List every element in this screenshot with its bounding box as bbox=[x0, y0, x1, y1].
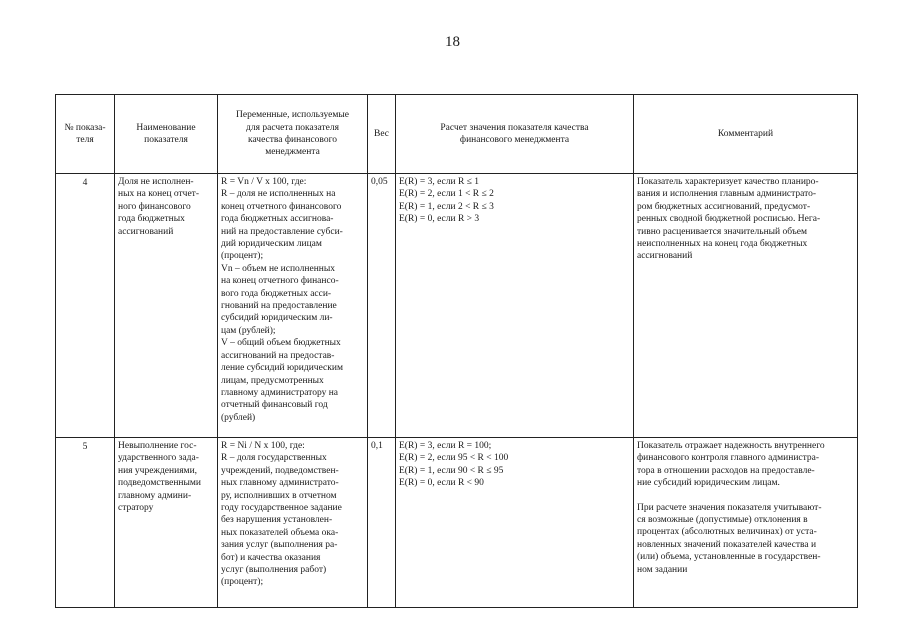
row-number: 5 bbox=[56, 438, 115, 608]
text-line: ных на конец отчет- bbox=[118, 189, 199, 200]
text-line: E(R) = 1, если 2 < R ≤ 3 bbox=[399, 201, 494, 212]
text-line: цам (рублей); bbox=[221, 325, 276, 336]
text-line: ных показателей объема ока- bbox=[221, 527, 339, 538]
indicator-weight: 0,05 bbox=[368, 174, 396, 438]
text-line: учреждений, подведомствен- bbox=[221, 465, 339, 476]
text-line: ние субсидий юридическим лицам. bbox=[637, 478, 780, 489]
text-line: R = Vn / V x 100, где: bbox=[221, 177, 307, 187]
text-line: ассигнований bbox=[637, 251, 693, 262]
text-line: ударственного зада- bbox=[118, 453, 199, 464]
text-line: Наименование bbox=[136, 122, 196, 133]
text-line: Невыполнение гос- bbox=[118, 441, 197, 451]
text-line: ся возможные (допустимые) отклонения в bbox=[637, 515, 808, 526]
text-line: V – общий объем бюджетных bbox=[221, 338, 341, 349]
text-line: E(R) = 2, если 1 < R ≤ 2 bbox=[399, 189, 494, 200]
text-line: ление субсидий юридическим bbox=[221, 363, 343, 374]
text-line: Вес bbox=[373, 128, 389, 139]
text-line: ния учреждениями, bbox=[118, 465, 198, 476]
text-line: Доля не исполнен- bbox=[118, 177, 194, 187]
text-line: Расчет значения показателя качества bbox=[440, 122, 589, 133]
text-line: новленных значений показателей качества и bbox=[637, 539, 817, 550]
text-line: E(R) = 0, если R > 3 bbox=[399, 214, 480, 225]
text-line: E(R) = 3, если R = 100; bbox=[399, 441, 492, 451]
text-line: Переменные, используемые bbox=[236, 110, 349, 121]
text-line: ру, исполнивших в отчетном bbox=[221, 490, 337, 501]
text-line: году государственное задание bbox=[221, 503, 342, 514]
indicator-name bbox=[115, 438, 218, 608]
row-number: 4 bbox=[56, 174, 115, 438]
text-line: дий юридическим лицам bbox=[221, 239, 322, 250]
table-header-row bbox=[56, 95, 858, 174]
text-line: неисполненных на конец года бюджетных bbox=[637, 239, 808, 250]
text-line: подведомственными bbox=[118, 478, 201, 489]
text-line: зания услуг (выполнения ра- bbox=[221, 540, 338, 551]
text-line: вания и исполнения главным администрато- bbox=[637, 189, 817, 200]
text-line: менеджмента bbox=[265, 147, 320, 158]
text-line: тора в отношении расходов на предоставле- bbox=[637, 465, 815, 476]
indicator-calculation bbox=[396, 174, 634, 438]
text-line: (рублей) bbox=[221, 412, 256, 423]
text-line: (процент); bbox=[221, 577, 264, 588]
text-line: года бюджетных ассигнова- bbox=[221, 214, 334, 225]
table-row bbox=[56, 438, 858, 608]
text-line: Показатель отражает надежность внутреннего bbox=[637, 441, 825, 451]
header-weight bbox=[368, 95, 396, 174]
indicator-comment bbox=[634, 174, 858, 438]
indicator-calculation bbox=[396, 438, 634, 608]
text-line: стратору bbox=[118, 503, 154, 514]
text-line: главному администратору на bbox=[221, 387, 338, 398]
text-line: отчетный финансовый год bbox=[221, 400, 328, 411]
table-row bbox=[56, 174, 858, 438]
text-line: года бюджетных bbox=[118, 214, 185, 225]
text-line: вого года бюджетных асси- bbox=[221, 288, 332, 299]
header-variables bbox=[218, 95, 368, 174]
text-line: тивно расценивается значительный объем bbox=[637, 226, 807, 237]
text-line: E(R) = 1, если 90 < R ≤ 95 bbox=[399, 465, 504, 476]
text-line: главному админи- bbox=[118, 490, 192, 501]
text-line: (или) объема, установленные в государствен- bbox=[637, 552, 821, 563]
text-line: ном задании bbox=[637, 564, 688, 575]
text-line: При расчете значения показателя учитывают- bbox=[637, 502, 822, 513]
text-line: финансового контроля главного администра- bbox=[637, 453, 820, 464]
text-line: ренных сводной бюджетной росписью. Нега- bbox=[637, 214, 821, 225]
paragraph-gap bbox=[637, 490, 854, 502]
text-line: R = Ni / N x 100, где: bbox=[221, 441, 305, 451]
text-line: № показа- bbox=[64, 122, 106, 133]
text-line: показателя bbox=[144, 135, 188, 145]
indicator-name bbox=[115, 174, 218, 438]
indicator-variables bbox=[218, 438, 368, 608]
text-line: ассигнований на предостав- bbox=[221, 350, 335, 361]
header-calculation bbox=[396, 95, 634, 174]
page-number: 18 bbox=[445, 34, 460, 50]
text-line: (процент); bbox=[221, 251, 264, 262]
text-line: финансового менеджмента bbox=[459, 135, 570, 145]
text-line: на конец отчетного финансо- bbox=[221, 276, 339, 287]
text-line: процентах (абсолютных величинах) от уста- bbox=[637, 527, 817, 538]
text-line: без нарушения установлен- bbox=[221, 515, 333, 526]
text-line: E(R) = 0, если R < 90 bbox=[399, 478, 484, 489]
text-line: R – доля государственных bbox=[221, 453, 327, 464]
text-line: ний на предоставление субси- bbox=[221, 226, 343, 237]
text-line: E(R) = 3, если R ≤ 1 bbox=[399, 177, 479, 187]
text-line: услуг (выполнения работ) bbox=[221, 565, 327, 576]
indicator-table bbox=[55, 94, 858, 608]
header-name bbox=[115, 95, 218, 174]
text-line: ного финансового bbox=[118, 201, 191, 212]
header-comment bbox=[634, 95, 858, 174]
text-line: бот) и качества оказания bbox=[221, 552, 321, 563]
text-line: лицам, предусмотренных bbox=[221, 375, 324, 386]
text-line: гнований на предоставление bbox=[221, 301, 337, 312]
text-line: Комментарий bbox=[717, 128, 774, 139]
text-line: ных главному администрато- bbox=[221, 478, 339, 489]
text-line: теля bbox=[76, 135, 94, 145]
text-line: для расчета показателя bbox=[246, 122, 339, 133]
text-line: субсидий юридическим ли- bbox=[221, 313, 333, 324]
indicator-variables bbox=[218, 174, 368, 438]
text-line: ром бюджетных ассигнований, предусмот- bbox=[637, 201, 811, 212]
text-line: Vn – объем не исполненных bbox=[221, 263, 335, 274]
text-line: Показатель характеризует качество планиро- bbox=[637, 177, 819, 187]
text-line: E(R) = 2, если 95 < R < 100 bbox=[399, 453, 509, 464]
text-line: ассигнований bbox=[118, 226, 174, 237]
text-line: конец отчетного финансового bbox=[221, 201, 342, 212]
header-number bbox=[56, 95, 115, 174]
indicator-weight: 0,1 bbox=[368, 438, 396, 608]
text-line: качества финансового bbox=[247, 135, 338, 145]
indicator-comment bbox=[634, 438, 858, 608]
text-line: R – доля не исполненных на bbox=[221, 189, 336, 200]
